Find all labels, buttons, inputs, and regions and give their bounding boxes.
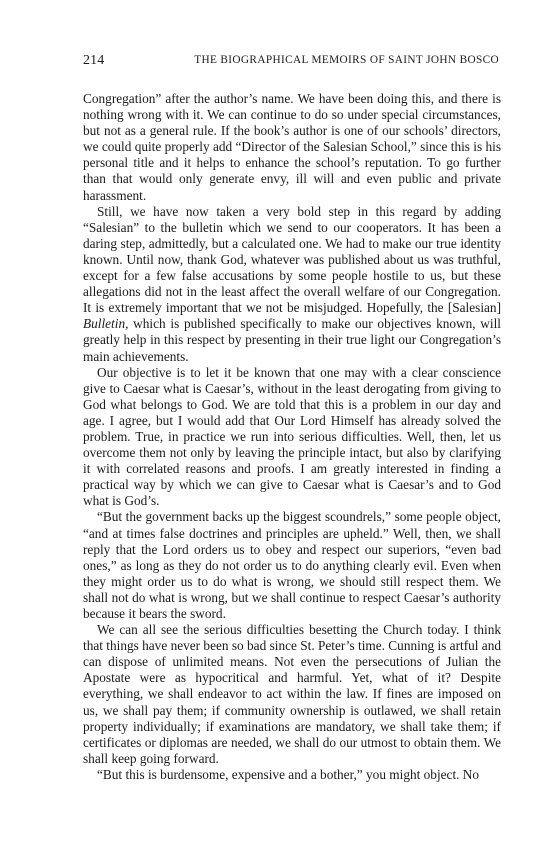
page-number: 214 (83, 53, 105, 68)
paragraph-2-text-after: which is published specifically to make our objectives known, will greatly help in this respect by presenting in their true light our Congregation’s main achievements. (83, 316, 501, 364)
paragraph-2 (83, 204, 501, 365)
paragraph-6: “But this is burdensome, expensive and a bother,” you might object. No (97, 766, 480, 782)
paragraph-4: “But the government backs up the biggest scoundrels,” some people object, “and at times false doctrines and principles are upheld.” Well, then, we shall reply that the Lord orders us to obey and respect our superiors, “even bad ones,” as long as they do not order us to do anything clearly evil. Even when they might order us to do what is wrong, we should still respect them. We shall not do what is wrong, but we shall continue to respect Caesar’s authority because it bears the sword. (83, 509, 501, 621)
paragraph-3: Our objective is to let it be known that one may with a clear conscience give to Caesar what is Caesar’s, without in the least derogating from giving to God what belongs to God. We are told that this is a problem in our day and age. I agree, but I would add that Our Lord Himself has already solved the problem. True, in practice we run into serious difficulties. Well, then, let us overcome them not only by leaving the principle intact, but also by clarifying it with correlated reasons and proofs. I am greatly interested in finding a practical way by which we can give to Caesar what is Caesar’s and to God what is God’s. (83, 364, 501, 509)
bulletin-title-italic: Bulletin, (83, 316, 129, 332)
paragraph-5: We can all see the serious difficulties besetting the Church today. I think that things have never been so bad since St. Peter’s time. Cunning is artful and can dispose of unlimited means. Not even the persecutions of Julian the Apostate were as hypocritical and harmful. Yet, what of it? Despite everything, we shall endeavor to act within the law. If fines are imposed on us, we shall pay them; if community ownership is outlawed, we shall retain property individually; if examinations are mandatory, we shall take them; if certificates or diplomas are needed, we shall do our utmost to obtain them. We shall keep going forward. (83, 622, 501, 766)
paragraph-2-text-before: Still, we have now taken a very bold step in this regard by adding “Salesian” to the bulletin which we send to our cooperators. It has been a daring step, admittedly, but a calculated one. We had to make our true identity known. Until now, thank God, whatever was published about us was truthful, except for a few false accusations by some people hostile to us, but these allegations did not in the least affect the overall welfare of our Congregation. It is extremely important that we not be misjudged. Hopefully, the [Salesian] (83, 203, 501, 316)
body-text (83, 91, 501, 783)
running-title: THE BIOGRAPHICAL MEMOIRS OF SAINT JOHN BOSCO (194, 54, 499, 66)
running-head (83, 53, 499, 71)
paragraph-1: Congregation” after the author’s name. We have been doing this, and there is nothing wrong with it. We can continue to do so under special circumstances, but not as a general rule. If the book’s author is one of our schools’ directors, we could quite properly add “Director of the Salesian School,” since this is his personal title and it helps to enhance the school’s reputation. To go further than that would only generate envy, ill will and even public and private harassment. (83, 91, 502, 203)
